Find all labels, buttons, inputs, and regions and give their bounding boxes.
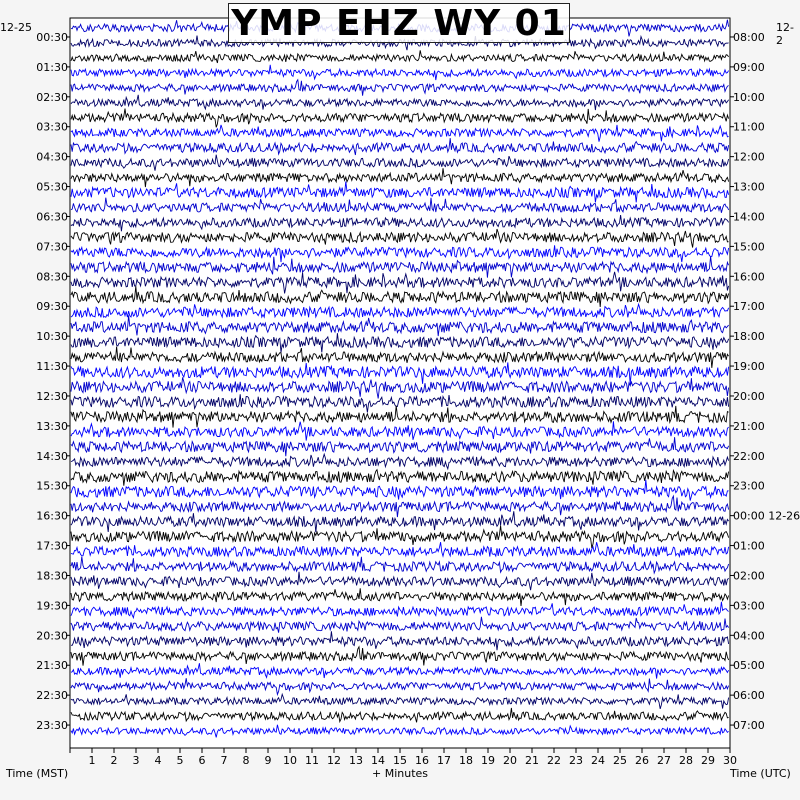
- right-tick-label: 04:00: [733, 629, 765, 643]
- right-tick-label: 06:00: [733, 689, 765, 703]
- left-tick-label: 08:30: [36, 270, 68, 284]
- left-tick-label: 17:30: [36, 539, 68, 553]
- right-tick-label: 10:00: [733, 90, 765, 104]
- x-tick-label: 19: [481, 754, 495, 767]
- x-tick-label: 12: [327, 754, 341, 767]
- left-tick-label: 00:30: [36, 30, 68, 44]
- right-tick-label: 02:00: [733, 569, 765, 583]
- left-tick-label: 20:30: [36, 629, 68, 643]
- left-tick-label: 23:30: [36, 719, 68, 733]
- right-tick-label: 05:00: [733, 659, 765, 673]
- right-tick-label: 13:00: [733, 180, 765, 194]
- x-tick-label: 22: [547, 754, 561, 767]
- right-tick-label: 23:00: [733, 479, 765, 493]
- left-tick-label: 12:30: [36, 389, 68, 403]
- start-date-right: 12-2: [776, 21, 794, 47]
- left-tick-label: 03:30: [36, 120, 68, 134]
- x-tick-label: 27: [657, 754, 671, 767]
- x-tick-label: 26: [635, 754, 649, 767]
- chart-title-box: [228, 3, 570, 43]
- x-tick-label: 25: [613, 754, 627, 767]
- x-tick-label: 9: [264, 754, 272, 767]
- left-tick-label: 13:30: [36, 419, 68, 433]
- x-tick-label: 3: [132, 754, 140, 767]
- x-tick-label: 14: [371, 754, 385, 767]
- x-tick-label: 16: [415, 754, 429, 767]
- right-tick-label: 12:00: [733, 150, 765, 164]
- right-tick-label: 21:00: [733, 419, 765, 433]
- right-tick-label: 22:00: [733, 449, 765, 463]
- right-tick-label: 08:00: [733, 30, 765, 44]
- right-tick-label: 17:00: [733, 300, 765, 314]
- left-tick-label: 02:30: [36, 90, 68, 104]
- start-date-left: 12-25: [0, 21, 32, 34]
- right-tick-label: 19:00: [733, 360, 765, 374]
- x-tick-label: 13: [349, 754, 363, 767]
- x-tick-label: 2: [110, 754, 118, 767]
- x-tick-label: 28: [679, 754, 693, 767]
- x-tick-label: 7: [220, 754, 228, 767]
- left-tick-label: 10:30: [36, 330, 68, 344]
- left-tick-label: 15:30: [36, 479, 68, 493]
- x-axis-ticks: [70, 748, 737, 767]
- x-tick-label: 15: [393, 754, 407, 767]
- left-tick-label: 01:30: [36, 60, 68, 74]
- left-tick-label: 05:30: [36, 180, 68, 194]
- right-axis-label: Time (UTC): [730, 767, 791, 780]
- x-tick-label: 24: [591, 754, 605, 767]
- right-tick-label: 03:00: [733, 599, 765, 613]
- left-axis-label: Time (MST): [6, 767, 69, 780]
- left-tick-label: 18:30: [36, 569, 68, 583]
- x-tick-label: 23: [569, 754, 583, 767]
- x-tick-label: 1: [88, 754, 96, 767]
- x-tick-label: 20: [503, 754, 517, 767]
- left-tick-label: 21:30: [36, 659, 68, 673]
- left-tick-label: 11:30: [36, 360, 68, 374]
- x-tick-label: 6: [198, 754, 206, 767]
- x-tick-label: 30: [723, 754, 737, 767]
- x-tick-label: 21: [525, 754, 539, 767]
- x-tick-label: 11: [305, 754, 319, 767]
- right-tick-label: 15:00: [733, 240, 765, 254]
- left-tick-label: 06:30: [36, 210, 68, 224]
- chart-title: YMP EHZ WY 01: [231, 2, 567, 44]
- right-tick-label: 18:00: [733, 330, 765, 344]
- x-tick-label: 5: [176, 754, 184, 767]
- right-axis-ticks: [730, 31, 800, 732]
- left-axis-ticks: [36, 31, 70, 732]
- left-tick-label: 22:30: [36, 689, 68, 703]
- left-tick-label: 14:30: [36, 449, 68, 463]
- right-tick-label: 09:00: [733, 60, 765, 74]
- x-tick-label: 8: [242, 754, 250, 767]
- left-tick-label: 07:30: [36, 240, 68, 254]
- left-tick-label: 16:30: [36, 509, 68, 523]
- left-tick-label: 04:30: [36, 150, 68, 164]
- right-tick-label: 07:00: [733, 719, 765, 733]
- right-tick-label: 11:00: [733, 120, 765, 134]
- x-tick-label: 18: [459, 754, 473, 767]
- x-tick-label: 10: [283, 754, 297, 767]
- x-tick-label: 4: [154, 754, 162, 767]
- x-tick-label: 17: [437, 754, 451, 767]
- right-tick-label: 00:00 12-26: [733, 509, 800, 523]
- left-tick-label: 09:30: [36, 300, 68, 314]
- left-tick-label: 19:30: [36, 599, 68, 613]
- right-tick-label: 20:00: [733, 389, 765, 403]
- right-tick-label: 16:00: [733, 270, 765, 284]
- right-tick-label: 01:00: [733, 539, 765, 553]
- x-axis-label: + Minutes: [372, 767, 429, 780]
- right-tick-label: 14:00: [733, 210, 765, 224]
- x-tick-label: 29: [701, 754, 715, 767]
